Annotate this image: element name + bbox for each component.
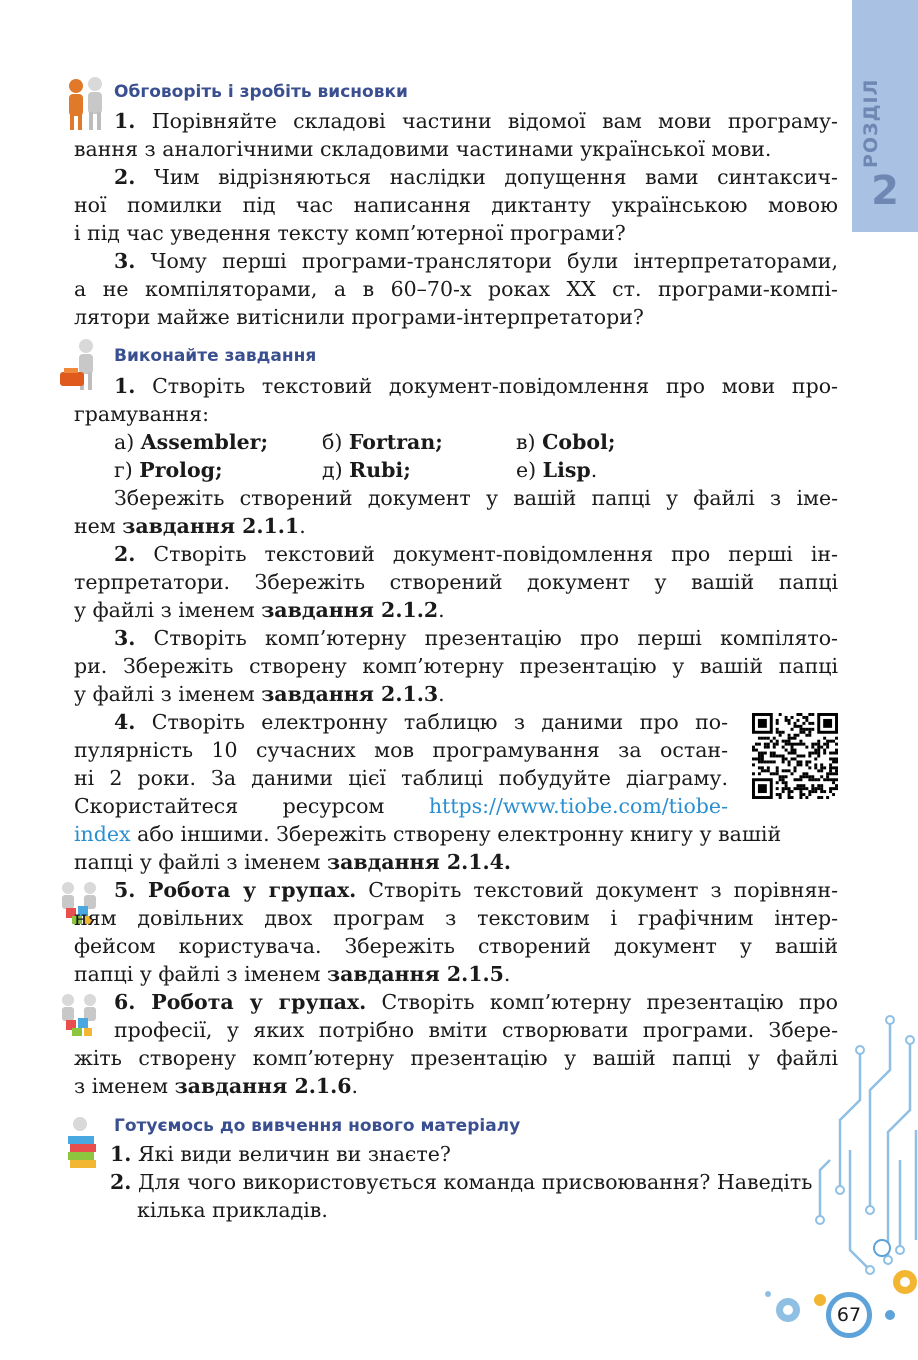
language-item — [322, 428, 443, 456]
qr-code-icon[interactable] — [752, 713, 838, 799]
language-name: Assembler; — [140, 430, 269, 454]
language-letter: д) — [322, 458, 343, 482]
task-text: фейсом користувача. Збережіть створений документ у вашій — [74, 934, 838, 958]
file-name: завдання 2.1.3 — [261, 682, 439, 706]
language-letter: г) — [114, 458, 133, 482]
language-letter: а) — [114, 430, 135, 454]
question-text: кілька прикладів. — [137, 1198, 328, 1222]
file-name: завдання 2.1.6 — [174, 1074, 352, 1098]
language-item — [114, 456, 223, 484]
task-3: 3. Створіть комп’ютерну презентацію про перші компілято- ри. Збережіть створену комп’ютерну презентацію у вашій папці у файлі з іменем завдання 2.1.3. — [74, 626, 838, 706]
page-number: 67 — [826, 1292, 872, 1338]
task-text: нем — [74, 514, 123, 538]
question-text: Які види величин ви знаєте? — [137, 1142, 451, 1166]
language-item — [516, 456, 597, 484]
question-number: 2. — [114, 165, 136, 189]
task-2: 2. Створіть текстовий документ-повідомлення про перші ін- терпретатори. Збережіть створений документ у вашій папці у файлі з іменем завдання 2.1.2. — [74, 542, 838, 622]
language-item — [322, 456, 411, 484]
language-name: Fortran; — [348, 430, 443, 454]
tiobe-link-end[interactable]: index — [74, 822, 131, 846]
task-5: 5. Робота у групах. Створіть текстовий документ з порівнян- ням довільних двох програм з текстовим і графічним інтер- фейсом користувача. Збережіть створений документ у вашій папці у файлі з іменем завдання 2.1.5. — [74, 878, 838, 986]
task-text: у файлі з іменем — [74, 598, 262, 622]
question-number: 1. — [110, 1142, 132, 1166]
question-text: і під час уведення тексту комп’ютерної програми? — [74, 221, 626, 245]
task-6: 6. Робота у групах. Створіть комп’ютерну презентацію про професії, у яких потрібно вміти створювати програми. Збере- жіть створену комп’ютерну презентацію у вашій папці у файлі з іменем завдання 2.1.6. — [74, 990, 838, 1098]
task-1 — [74, 372, 838, 428]
prepare-questions — [110, 1140, 838, 1224]
chapter-number: 2 — [871, 168, 899, 214]
file-name: завдання 2.1.4. — [327, 850, 512, 874]
task-text: терпретатори. Збережіть створений документ у вашій папці — [74, 570, 838, 594]
tiobe-link[interactable]: https://www.tiobe.com/tiobe- — [428, 794, 728, 818]
language-name: Prolog; — [139, 458, 223, 482]
task-text: Збережіть створений документ у вашій папці у файлі з іме- — [114, 486, 838, 510]
section-heading-prepare: Готуємось до вивчення нового матеріалу — [114, 1116, 521, 1136]
task-text: Створіть комп’ютерну презентацію про перші компілято- — [153, 626, 838, 650]
task-number: 4. — [114, 710, 136, 734]
task-text: або іншими. Збережіть створену електронну книгу у вашій — [130, 822, 782, 846]
task-text: грамування: — [74, 402, 210, 426]
task-text: ні 2 роки. За даними цієї таблиці побудуйте діаграму. — [74, 766, 728, 790]
task-text: Створіть комп’ютерну презентацію про — [366, 990, 838, 1014]
language-item — [114, 428, 268, 456]
task-text: Створіть текстовий документ-повідомлення про перші ін- — [153, 542, 838, 566]
section-heading-discuss: Обговоріть і зробіть висновки — [114, 82, 408, 102]
question-text: Для чого використовується команда присвоювання? Наведіть — [137, 1170, 813, 1194]
question-text: ної помилки під час написання диктанту українською мовою — [74, 193, 838, 217]
task-text: у файлі з іменем — [74, 682, 262, 706]
task-4-cont — [74, 820, 838, 876]
task-4 — [74, 708, 728, 820]
language-letter: е) — [516, 458, 537, 482]
question-text: Чим відрізняються наслідки допущення вами синтаксич- — [154, 165, 838, 189]
language-item — [516, 428, 615, 456]
language-name: Rubi; — [349, 458, 411, 482]
question-number: 2. — [110, 1170, 132, 1194]
language-letter: б) — [322, 430, 343, 454]
chapter-word: РОЗДІЛ — [860, 78, 882, 168]
task-text: Створіть текстовий документ-повідомлення про мови про- — [152, 374, 838, 398]
task-number: 1. — [114, 374, 136, 398]
task-1-save: Збережіть створений документ у вашій папці у файлі з іме- нем завдання 2.1.1. — [74, 486, 838, 538]
file-name: завдання 2.1.5 — [327, 962, 504, 986]
question-text: вання з аналогічними складовими частинами української мови. — [74, 137, 772, 161]
section-heading-tasks: Виконайте завдання — [114, 346, 317, 366]
task-number: 2. — [114, 542, 136, 566]
file-name: завдання 2.1.2 — [261, 598, 439, 622]
task-text: папці у файлі з іменем — [74, 962, 327, 986]
language-letter: в) — [516, 430, 536, 454]
task-text: жіть створену комп’ютерну презентацію у вашій папці у файлі — [74, 1046, 838, 1070]
question-text: Чому перші програми-транслятори були інтерпретаторами, — [150, 249, 838, 273]
question-number: 1. — [114, 109, 136, 133]
task-text: Створіть текстовий документ з порівнян- — [356, 878, 838, 902]
task-text: ням довільних двох програм з текстовим і графічним інтер- — [74, 906, 838, 930]
language-suffix: . — [590, 458, 598, 482]
group-work-label: 6. Робота у групах. — [114, 990, 367, 1014]
task-text: пулярність 10 сучасних мов програмування за остан- — [74, 738, 728, 762]
task-text: професії, у яких потрібно вміти створювати програми. Збере- — [114, 1018, 838, 1042]
question-text: лятори майже витіснили програми-інтерпретатори? — [74, 305, 644, 329]
task-text: Створіть електронну таблицю з даними про по- — [151, 710, 728, 734]
discuss-questions — [74, 107, 838, 331]
task-text: Скористайтеся ресурсом — [74, 794, 429, 818]
task-text: з іменем — [74, 1074, 175, 1098]
language-name: Lisp — [542, 458, 591, 482]
chapter-tab — [852, 0, 918, 232]
task-text: ри. Збережіть створену комп’ютерну презентацію у вашій папці — [74, 654, 838, 678]
reading-books-icon — [62, 1114, 106, 1170]
task-number: 3. — [114, 626, 136, 650]
group-work-label: 5. Робота у групах. — [114, 878, 357, 902]
question-text: Порівняйте складові частини відомої вам мови програму- — [151, 109, 838, 133]
question-number: 3. — [114, 249, 136, 273]
task-text: папці у файлі з іменем — [74, 850, 327, 874]
language-name: Cobol; — [542, 430, 616, 454]
file-name: завдання 2.1.1 — [122, 514, 300, 538]
question-text: а не компіляторами, а в 60–70-х роках XX ст. програми-компі- — [74, 277, 838, 301]
